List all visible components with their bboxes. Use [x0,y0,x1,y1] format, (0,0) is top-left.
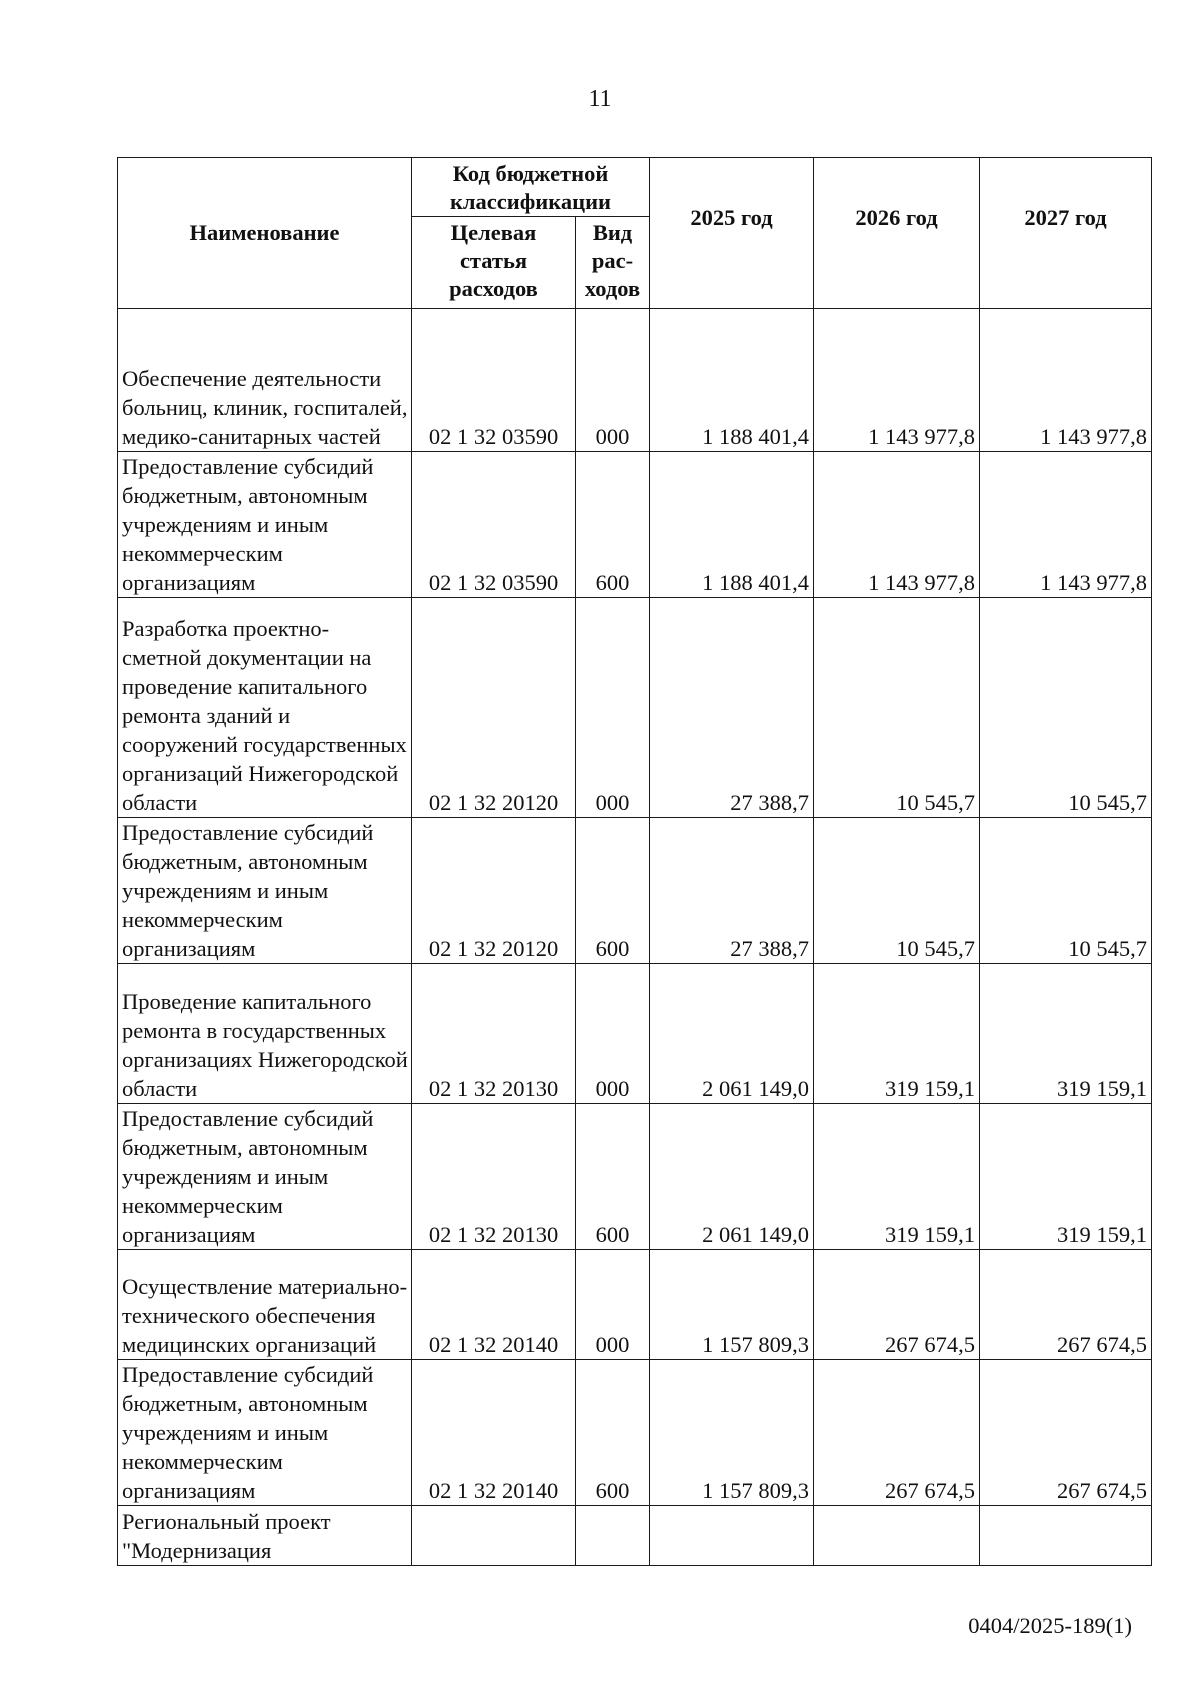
row-2026-cell: 10 545,7 [814,818,980,964]
table-row [118,309,1152,452]
row-code-cell [412,1506,576,1566]
row-2027-cell [980,1506,1152,1566]
header-2027: 2027 год [980,158,1152,309]
row-2025-cell: 1 157 809,3 [650,1250,814,1360]
budget-table [117,157,1152,1566]
row-type-cell: 600 [576,1360,650,1506]
row-2026-cell: 267 674,5 [814,1360,980,1506]
row-code-cell: 02 1 32 03590 [412,452,576,598]
header-expense-type: Вид рас-ходов [576,217,650,309]
table-row [118,452,1152,598]
row-2025-cell [650,1506,814,1566]
row-2026-cell: 319 159,1 [814,1104,980,1250]
row-2027-cell: 267 674,5 [980,1360,1152,1506]
row-type-cell [576,1506,650,1566]
table-row [118,1506,1152,1566]
row-code-cell: 02 1 32 20140 [412,1250,576,1360]
header-target-article: Целевая статья расходов [412,217,576,309]
table-row [118,1360,1152,1506]
header-2026: 2026 год [814,158,980,309]
row-name-cell: Предоставление субсидий бюджетным, автономным учреждениям и иным некоммерческим организациям [118,1360,412,1506]
row-type-cell: 600 [576,818,650,964]
row-type-cell: 000 [576,309,650,452]
row-2027-cell: 319 159,1 [980,1104,1152,1250]
row-2027-cell: 10 545,7 [980,818,1152,964]
row-2025-cell: 27 388,7 [650,818,814,964]
table-row [118,818,1152,964]
row-name-cell: Обеспечение деятельности больниц, клиник, госпиталей, медико-санитарных частей [118,309,412,452]
row-name-cell: Осуществление материально-технического обеспечения медицинских организаций [118,1250,412,1360]
row-name-cell: Предоставление субсидий бюджетным, автономным учреждениям и иным некоммерческим организациям [118,818,412,964]
header-name: Наименование [118,158,412,309]
header-2025: 2025 год [650,158,814,309]
row-2026-cell: 1 143 977,8 [814,452,980,598]
row-code-cell: 02 1 32 20120 [412,818,576,964]
row-type-cell: 600 [576,452,650,598]
row-type-cell: 000 [576,598,650,818]
row-2027-cell: 1 143 977,8 [980,309,1152,452]
row-2027-cell: 1 143 977,8 [980,452,1152,598]
row-name-cell: Предоставление субсидий бюджетным, автономным учреждениям и иным некоммерческим организациям [118,1104,412,1250]
row-name-cell: Региональный проект "Модернизация [118,1506,412,1566]
row-name-cell: Проведение капитального ремонта в государственных организациях Нижегородской области [118,964,412,1104]
row-2026-cell: 10 545,7 [814,598,980,818]
table-row [118,598,1152,818]
row-type-cell: 000 [576,1250,650,1360]
row-2025-cell: 1 188 401,4 [650,309,814,452]
row-type-cell: 600 [576,1104,650,1250]
table-row [118,964,1152,1104]
row-2025-cell: 1 188 401,4 [650,452,814,598]
row-code-cell: 02 1 32 20130 [412,964,576,1104]
row-2025-cell: 2 061 149,0 [650,964,814,1104]
row-2027-cell: 267 674,5 [980,1250,1152,1360]
row-2027-cell: 10 545,7 [980,598,1152,818]
table-body [118,309,1152,1566]
row-2026-cell: 319 159,1 [814,964,980,1104]
row-2026-cell: 267 674,5 [814,1250,980,1360]
table-row [118,1104,1152,1250]
row-2025-cell: 1 157 809,3 [650,1360,814,1506]
row-code-cell: 02 1 32 20120 [412,598,576,818]
row-2026-cell: 1 143 977,8 [814,309,980,452]
table-row [118,1250,1152,1360]
row-2027-cell: 319 159,1 [980,964,1152,1104]
row-code-cell: 02 1 32 20130 [412,1104,576,1250]
row-type-cell: 000 [576,964,650,1104]
page-number: 11 [588,86,612,112]
header-budget-code: Код бюджетной классификации [412,158,650,217]
row-code-cell: 02 1 32 03590 [412,309,576,452]
row-name-cell: Предоставление субсидий бюджетным, автономным учреждениям и иным некоммерческим организациям [118,452,412,598]
document-code: 0404/2025-189(1) [968,1613,1132,1638]
row-name-cell: Разработка проектно-сметной документации на проведение капитального ремонта зданий и сооружений государственных организаций Нижегородской области [118,598,412,818]
row-2025-cell: 2 061 149,0 [650,1104,814,1250]
row-2026-cell [814,1506,980,1566]
row-code-cell: 02 1 32 20140 [412,1360,576,1506]
row-2025-cell: 27 388,7 [650,598,814,818]
